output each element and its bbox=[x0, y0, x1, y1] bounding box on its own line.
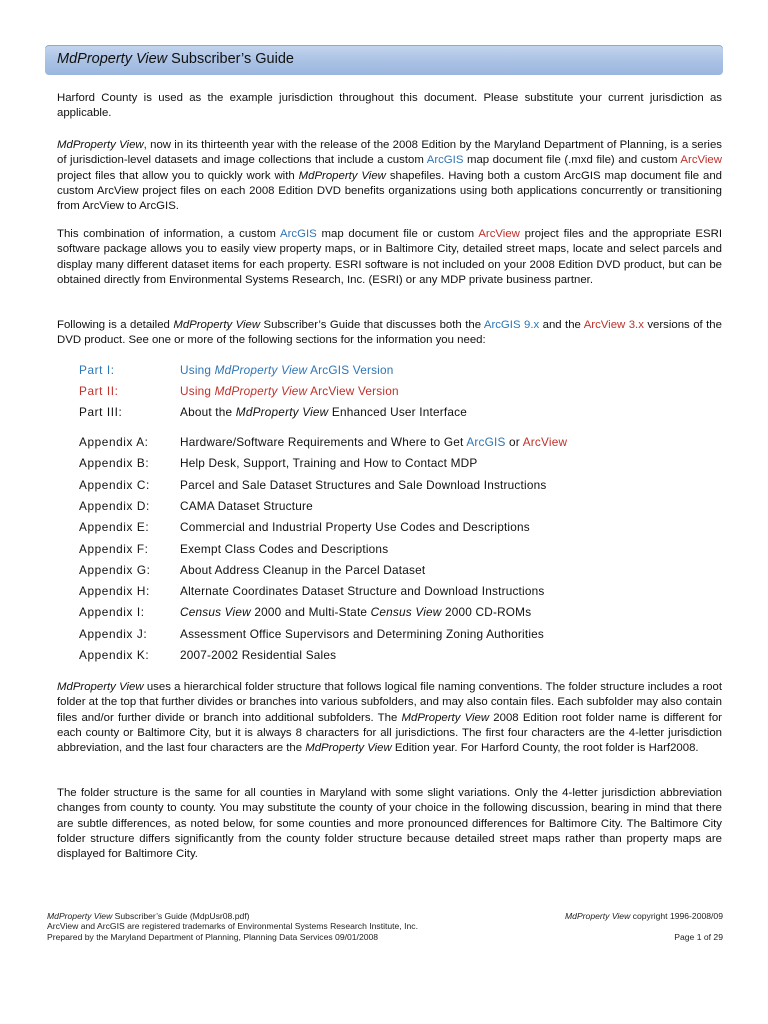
footer-line-1 bbox=[47, 911, 723, 921]
product-name: Census View bbox=[370, 605, 442, 620]
text-span: Subscriber’s Guide that discusses both the bbox=[260, 319, 484, 331]
toc-title bbox=[180, 384, 399, 398]
toc-key: Part III: bbox=[79, 405, 123, 419]
product-name: MdProperty View bbox=[173, 319, 261, 331]
product-name: MdProperty View bbox=[235, 405, 329, 419]
toc-title: Help Desk, Support, Training and How to Contact MDP bbox=[180, 456, 478, 471]
footer-line-2 bbox=[47, 921, 723, 931]
toc-title: CAMA Dataset Structure bbox=[180, 498, 313, 513]
product-name: MdProperty View bbox=[565, 911, 631, 921]
toc-title: Commercial and Industrial Property Use Codes and Descriptions bbox=[180, 520, 530, 535]
toc-title: 2007-2002 Residential Sales bbox=[180, 648, 337, 662]
arcview-link[interactable]: ArcView bbox=[522, 435, 568, 449]
intro-paragraph-4 bbox=[57, 318, 722, 349]
toc-key: Appendix K: bbox=[79, 648, 150, 662]
intro-paragraph-1: Harford County is used as the example jurisdiction throughout this document. Please substitute your current jurisdiction as applicable. bbox=[57, 92, 722, 120]
text-span: Using bbox=[180, 384, 215, 398]
toc-title bbox=[180, 605, 531, 619]
product-name: Census View bbox=[180, 605, 251, 620]
toc-key: Appendix G: bbox=[79, 562, 151, 577]
toc-title: About Address Cleanup in the Parcel Dataset bbox=[180, 562, 426, 577]
text-span: ArcView Version bbox=[307, 384, 399, 398]
toc-key: Appendix I: bbox=[79, 605, 145, 620]
toc-key: Part I: bbox=[79, 363, 115, 377]
product-name: MdProperty View bbox=[57, 681, 144, 693]
arcgis-link[interactable]: ArcGIS bbox=[466, 435, 506, 449]
text-span: shapefiles. Having both a custom ArcGIS map document file and custom ArcView project files on each 2008 Edition DVD benefits organizations using both applications concurrently or transitioning from ArcView to ArcGIS. bbox=[57, 169, 723, 213]
text-span: copyright 1996-2008/09 bbox=[630, 911, 723, 921]
page-footer bbox=[47, 911, 723, 942]
text-span: Using bbox=[180, 363, 215, 377]
footer-doc-title: Subscriber’s Guide (MdpUsr08.pdf) bbox=[112, 911, 250, 921]
product-name: MdProperty View bbox=[214, 384, 308, 398]
text-span: 2008 Edition root folder name is different for each county or Baltimore City, but it is always 8 characters for all jurisdictions. The first four characters are the 4-letter jurisdiction abbreviation, and the last four characters are the bbox=[57, 711, 722, 755]
text-span: Hardware/Software Requirements and Where to Get bbox=[180, 435, 467, 449]
text-span: project files that allow you to quickly work with bbox=[57, 169, 299, 182]
toc-key: Appendix D: bbox=[79, 498, 150, 513]
toc-title: Parcel and Sale Dataset Structures and Sale Download Instructions bbox=[180, 477, 547, 492]
arcview-highlight: ArcView bbox=[478, 228, 520, 240]
toc-key: Part II: bbox=[79, 384, 119, 398]
toc-title bbox=[180, 435, 567, 449]
product-name: MdProperty View bbox=[305, 742, 392, 755]
product-name: MdProperty View bbox=[298, 169, 386, 182]
product-name: MdProperty View bbox=[214, 363, 308, 377]
toc-key: Appendix B: bbox=[79, 456, 150, 471]
text-span: map document file (.mxd file) and custom bbox=[463, 154, 681, 167]
page-number: Page 1 of 29 bbox=[674, 931, 723, 942]
title-rest: Subscriber’s Guide bbox=[167, 51, 294, 67]
footer-prepared-by: Prepared by the Maryland Department of Planning, Planning Data Services 09/01/2008 bbox=[47, 931, 379, 942]
text-span: uses a hierarchical folder structure that follows logical file naming conventions. The folder structure includes a root folder at the top that further divides or branches into various subfolders, and may also contain files. Each subfolder may also contain files and/or further divide or branch into additional subfolders. The bbox=[57, 681, 722, 724]
page-title bbox=[57, 51, 294, 67]
arcgis-highlight: ArcGIS bbox=[426, 154, 464, 167]
toc-key: Appendix H: bbox=[79, 584, 150, 599]
toc-title bbox=[180, 405, 467, 419]
product-name: MdProperty View bbox=[47, 911, 113, 921]
text-span: This combination of information, a custom bbox=[57, 228, 280, 240]
header-bar bbox=[45, 45, 723, 75]
folder-structure-paragraph bbox=[57, 680, 722, 756]
text-span: , now in its thirteenth year with the release of the 2008 Edition by the Maryland Department of Planning, is a series of jurisdiction-level datasets and image collections that include a custom bbox=[57, 139, 722, 167]
text-span: ArcGIS Version bbox=[307, 363, 394, 377]
footer-trademark: ArcView and ArcGIS are registered trademarks of Environmental Systems Research Institute, Inc. bbox=[47, 921, 418, 932]
toc-key: Appendix A: bbox=[79, 435, 149, 449]
toc-title: Exempt Class Codes and Descriptions bbox=[180, 541, 389, 556]
toc-key: Appendix J: bbox=[79, 626, 148, 641]
arcgis-highlight: ArcGIS bbox=[280, 228, 317, 240]
footer-copyright bbox=[565, 911, 723, 921]
product-name: MdProperty View bbox=[57, 139, 144, 151]
text-span: versions of the DVD product. See one or more of the following sections for the information you need: bbox=[57, 319, 722, 347]
intro-paragraph-3 bbox=[57, 227, 722, 288]
arcgis-highlight: ArcGIS 9.x bbox=[483, 319, 540, 331]
footer-line-3 bbox=[47, 932, 723, 942]
text-span: or bbox=[505, 435, 523, 449]
toc-title: Assessment Office Supervisors and Determining Zoning Authorities bbox=[180, 626, 545, 641]
county-variations-paragraph: The folder structure is the same for all counties in Maryland with some slight variations. Only the 4-letter jurisdiction abbreviation changes from county to county. You may substitute the county of your choice in the following discussion, bearing in mind that there are subtle differences, as noted below, for some counties and more pronounced differences for Baltimore City. The Baltimore City folder structure differs significantly from the county folder structure because detailed street maps rather than property maps are displayed for Baltimore City. bbox=[57, 787, 722, 861]
text-span: 2000 and Multi-State bbox=[250, 605, 371, 620]
text-span: and the bbox=[539, 319, 584, 331]
arcview-highlight: ArcView 3.x bbox=[583, 319, 644, 331]
product-name: MdProperty View bbox=[401, 711, 490, 724]
text-span: map document file or custom bbox=[316, 228, 479, 240]
toc-title bbox=[180, 363, 394, 377]
text-span: Edition year. For Harford County, the root folder is Harf2008. bbox=[391, 742, 699, 755]
text-span: Enhanced User Interface bbox=[328, 405, 467, 419]
toc-key: Appendix F: bbox=[79, 541, 149, 556]
intro-paragraph-2 bbox=[57, 138, 722, 214]
text-span: Following is a detailed bbox=[57, 319, 174, 331]
toc-key: Appendix C: bbox=[79, 477, 150, 492]
toc-title: Alternate Coordinates Dataset Structure and Download Instructions bbox=[180, 584, 545, 599]
arcview-highlight: ArcView bbox=[680, 154, 722, 167]
text-span: 2000 CD-ROMs bbox=[441, 605, 532, 620]
text-span: About the bbox=[180, 405, 236, 419]
text-span: project files and the appropriate ESRI software package allows you to easily view property maps, or in Baltimore City, detailed street maps, locate and select parcels and display many different dataset items for each property. ESRI software is not included on your 2008 Edition DVD product, but can be obtained directly from Environmental Systems Research, Inc. (ESRI) or any MDP private business partner. bbox=[57, 228, 723, 286]
toc-key: Appendix E: bbox=[79, 520, 150, 535]
title-product-name: MdProperty View bbox=[57, 51, 168, 67]
